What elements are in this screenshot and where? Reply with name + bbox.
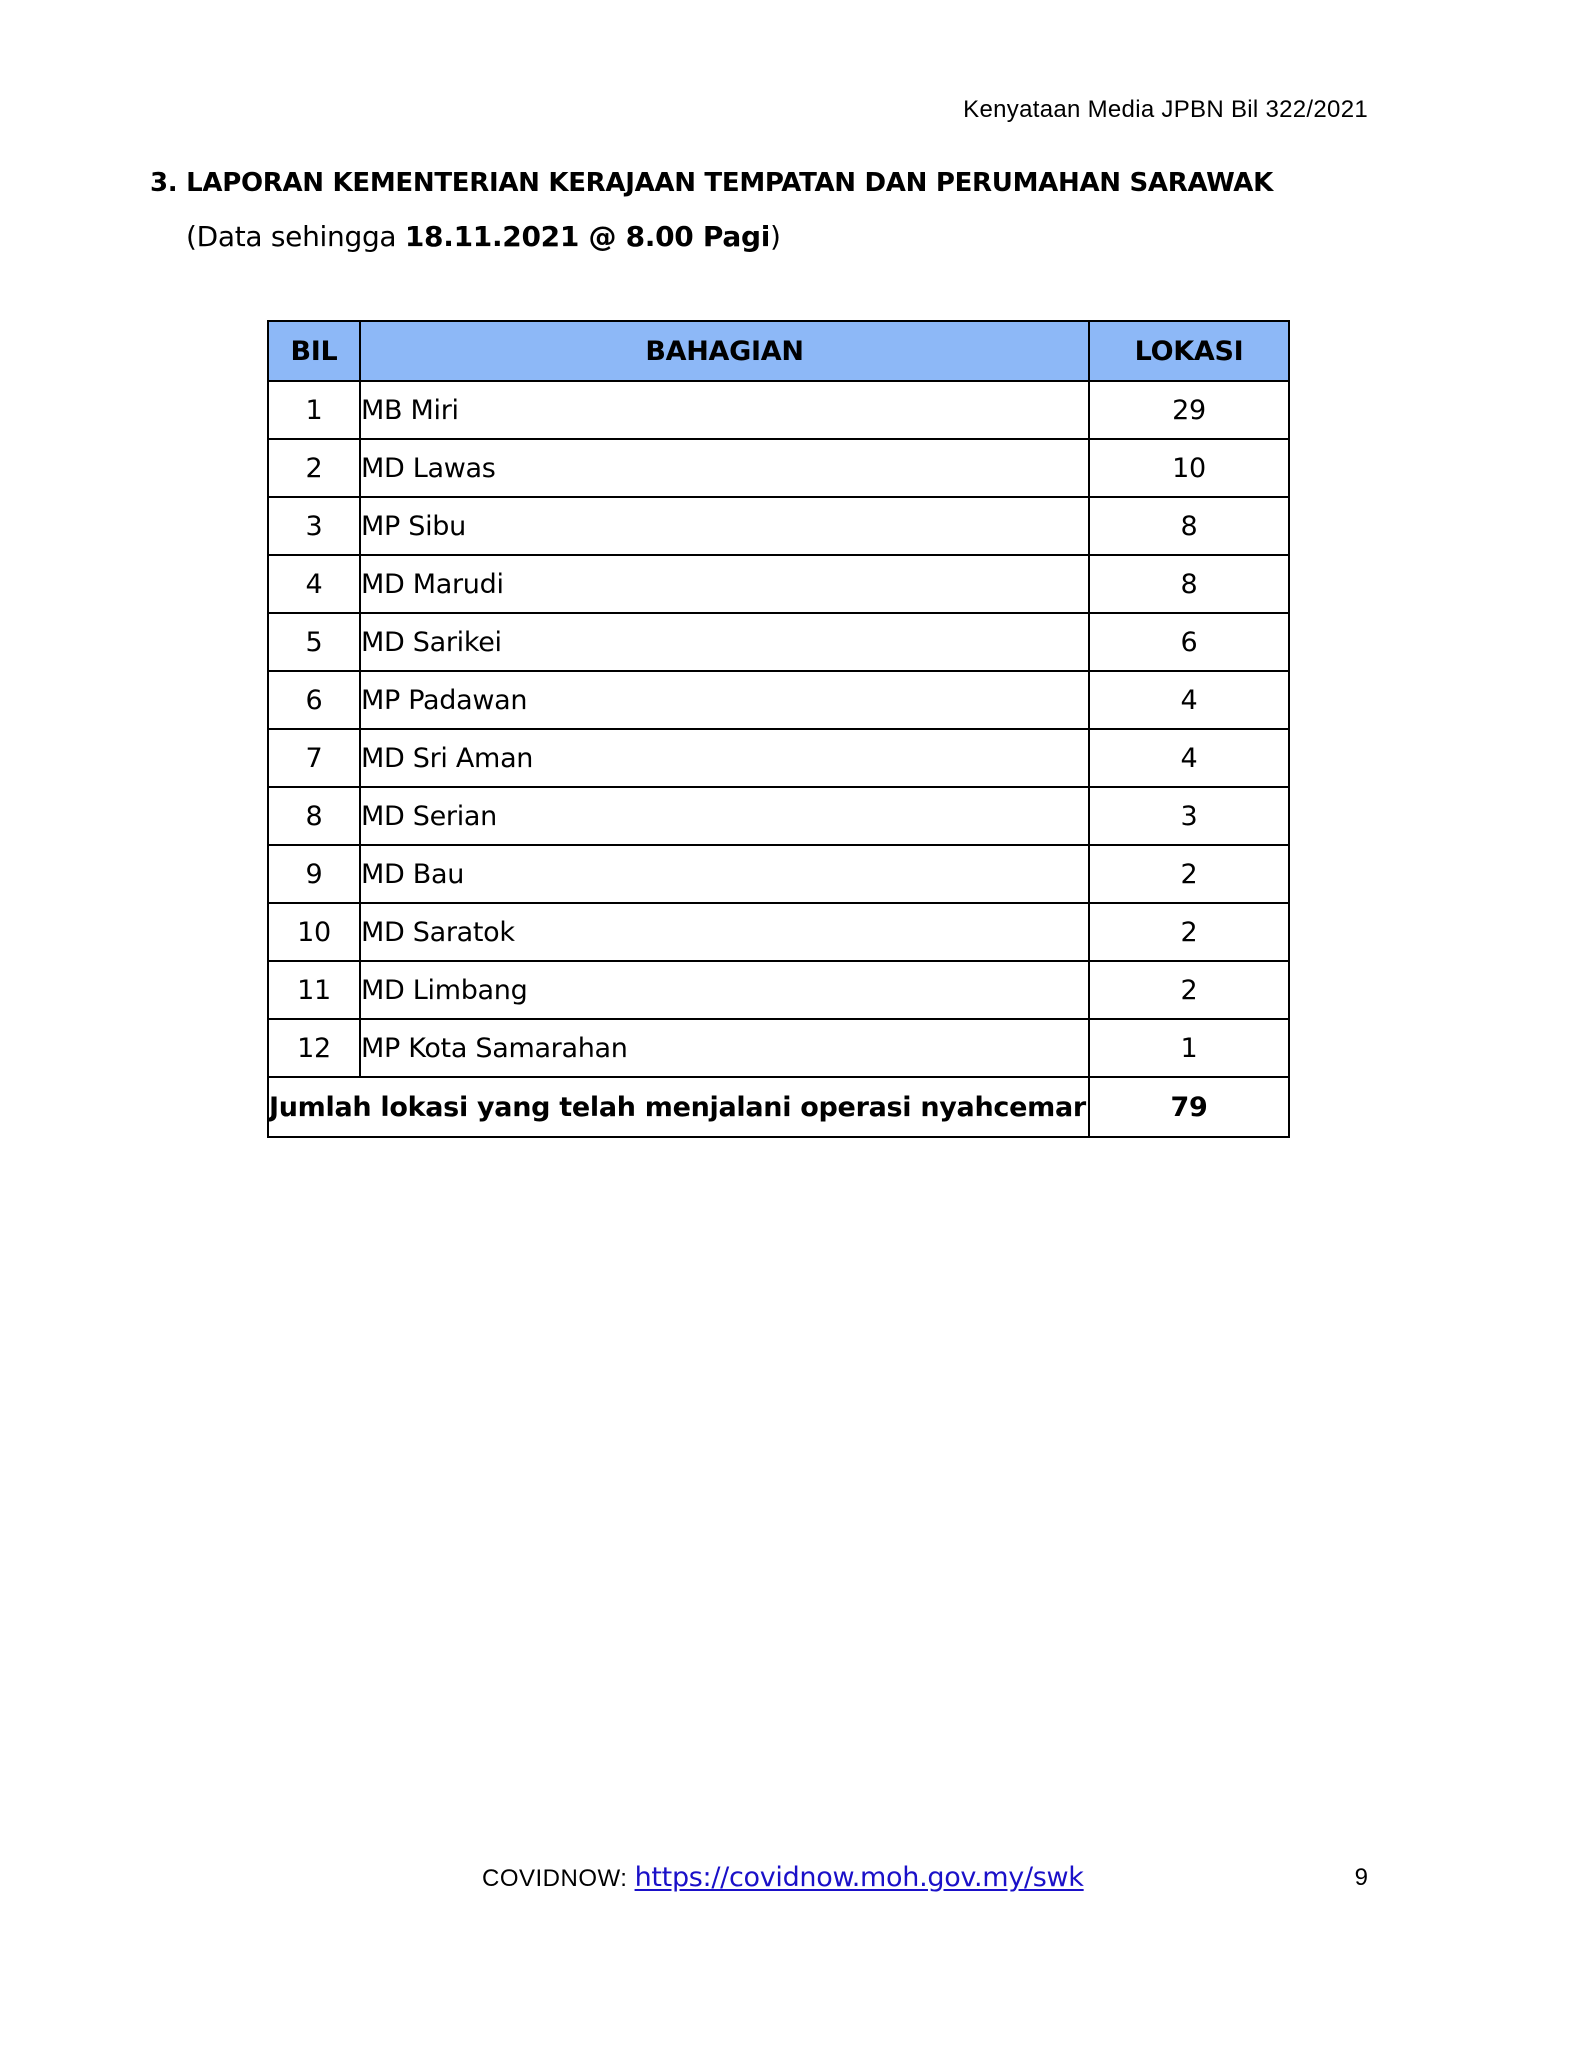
bil-cell: 6	[268, 671, 360, 729]
footer-label: COVIDNOW:	[482, 1865, 635, 1892]
location-report-table	[267, 320, 1290, 1138]
bil-cell: 3	[268, 497, 360, 555]
bahagian-cell: MD Limbang	[360, 961, 1089, 1019]
page-number: 9	[1354, 1864, 1368, 1891]
bil-cell: 2	[268, 439, 360, 497]
lokasi-cell: 6	[1089, 613, 1289, 671]
table-header-row	[268, 321, 1289, 381]
column-header-bahagian: BAHAGIAN	[360, 321, 1089, 381]
bahagian-cell: MD Marudi	[360, 555, 1089, 613]
column-header-bil: BIL	[268, 321, 360, 381]
bil-cell: 9	[268, 845, 360, 903]
bahagian-cell: MB Miri	[360, 381, 1089, 439]
bahagian-cell: MD Sri Aman	[360, 729, 1089, 787]
document-reference: Kenyataan Media JPBN Bil 322/2021	[963, 96, 1368, 123]
subtitle-suffix: )	[770, 220, 781, 253]
table-row	[268, 555, 1289, 613]
bil-cell: 5	[268, 613, 360, 671]
table-row	[268, 671, 1289, 729]
bil-cell: 10	[268, 903, 360, 961]
lokasi-cell: 2	[1089, 961, 1289, 1019]
covidnow-link[interactable]: https://covidnow.moh.gov.my/swk	[634, 1862, 1084, 1893]
table-row	[268, 497, 1289, 555]
section-title: 3. LAPORAN KEMENTERIAN KERAJAAN TEMPATAN DAN PERUMAHAN SARAWAK	[150, 168, 1273, 198]
bahagian-cell: MD Sarikei	[360, 613, 1089, 671]
column-header-lokasi: LOKASI	[1089, 321, 1289, 381]
table-row	[268, 1019, 1289, 1077]
subtitle-date: 18.11.2021 @ 8.00 Pagi	[404, 220, 771, 253]
table-row	[268, 729, 1289, 787]
lokasi-cell: 4	[1089, 729, 1289, 787]
bil-cell: 11	[268, 961, 360, 1019]
bahagian-cell: MP Kota Samarahan	[360, 1019, 1089, 1077]
table-row	[268, 903, 1289, 961]
lokasi-cell: 1	[1089, 1019, 1289, 1077]
total-value: 79	[1089, 1077, 1289, 1137]
bahagian-cell: MD Lawas	[360, 439, 1089, 497]
lokasi-cell: 3	[1089, 787, 1289, 845]
lokasi-cell: 8	[1089, 497, 1289, 555]
table-row	[268, 961, 1289, 1019]
table-body	[268, 381, 1289, 1137]
footer	[482, 1862, 1084, 1893]
bil-cell: 1	[268, 381, 360, 439]
subtitle-prefix: (Data sehingga	[186, 220, 405, 253]
total-row	[268, 1077, 1289, 1137]
bahagian-cell: MP Sibu	[360, 497, 1089, 555]
table-row	[268, 845, 1289, 903]
bil-cell: 12	[268, 1019, 360, 1077]
lokasi-cell: 8	[1089, 555, 1289, 613]
section-subtitle	[186, 220, 781, 253]
bil-cell: 7	[268, 729, 360, 787]
table-row	[268, 381, 1289, 439]
bahagian-cell: MD Bau	[360, 845, 1089, 903]
table-header	[268, 321, 1289, 381]
table-row	[268, 439, 1289, 497]
bahagian-cell: MP Padawan	[360, 671, 1089, 729]
bil-cell: 8	[268, 787, 360, 845]
lokasi-cell: 2	[1089, 903, 1289, 961]
table-row	[268, 787, 1289, 845]
table-row	[268, 613, 1289, 671]
lokasi-cell: 29	[1089, 381, 1289, 439]
lokasi-cell: 2	[1089, 845, 1289, 903]
lokasi-cell: 10	[1089, 439, 1289, 497]
total-label: Jumlah lokasi yang telah menjalani operasi nyahcemar	[268, 1077, 1089, 1137]
bahagian-cell: MD Saratok	[360, 903, 1089, 961]
lokasi-cell: 4	[1089, 671, 1289, 729]
bahagian-cell: MD Serian	[360, 787, 1089, 845]
bil-cell: 4	[268, 555, 360, 613]
